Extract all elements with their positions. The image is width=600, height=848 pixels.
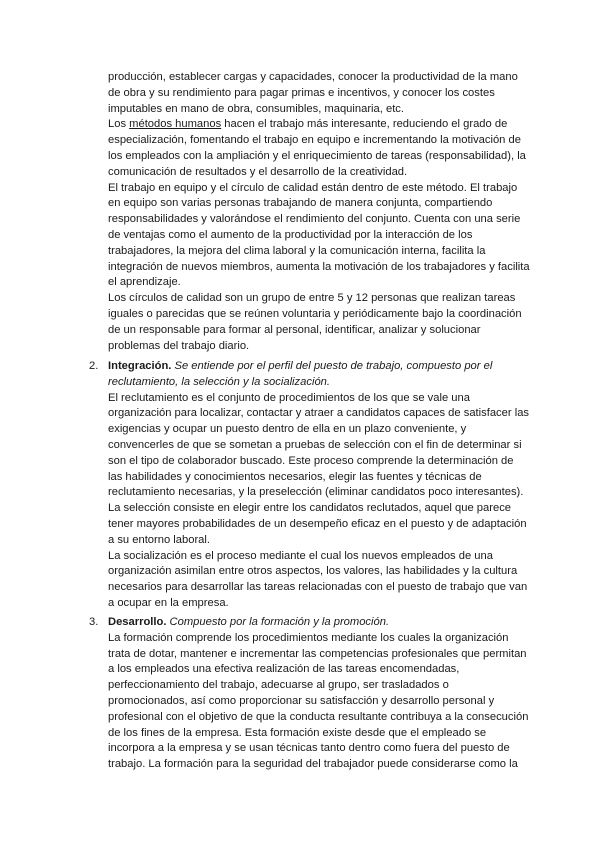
section-title: Desarrollo.: [108, 616, 167, 628]
text-line: La socialización es el proceso mediante el cual los nuevos empleados de una: [108, 549, 493, 562]
text-line: las habilidades y conocimientos necesarios, elegir las fuentes y técnicas de: [108, 470, 482, 483]
text-line: comunicación de resultados y el desarrollo de la creatividad.: [108, 165, 408, 178]
section-body: [108, 359, 538, 612]
text-line: incorpora a la empresa y se usan técnicas tanto dentro como fuera del puesto de: [108, 742, 510, 755]
text-line: promocionados, así como proporcionar su satisfacción y desarrollo personal y: [108, 694, 495, 707]
text-line: organización para localizar, contactar y atraer a candidatos capaces de satisfacer las: [108, 407, 530, 420]
text-line: iguales o parecidas que se reúnen voluntaria y periódicamente bajo la coordinación: [108, 307, 522, 320]
text-line: imputables en mano de obra, consumibles, maquinaria, etc.: [108, 102, 405, 115]
text-line: los empleados con la ampliación y el enriquecimiento de tareas (responsabilidad), la: [108, 149, 526, 162]
text-line: El trabajo en equipo y el círculo de calidad están dentro de este método. El trabajo: [108, 181, 518, 194]
text-line: a ocupar en la empresa.: [108, 596, 229, 609]
text-line-metodos: [108, 117, 538, 133]
text-line: trata de dotar, mantener e incrementar las competencias profesionales que permitan: [108, 647, 527, 660]
text-line: en equipo son varias personas trabajando de manera conjunta, compartiendo: [108, 197, 493, 210]
text-line: reclutamiento necesarias, y la preselección (eliminar candidatos poco interesantes).: [108, 486, 524, 499]
text-line: profesional con el objetivo de que la conducta resultante contribuya a la consecución: [108, 710, 529, 723]
text-line: convencerles de que se sometan a pruebas de selección con el fin de determinar si: [108, 438, 522, 451]
text-line: La selección consiste en elegir entre los candidatos reclutados, aquel que parece: [108, 502, 512, 515]
section-number: 2.: [89, 360, 99, 372]
text-line: responsabilidades y valorándose el rendimiento del conjunto. Cuenta con una serie: [108, 213, 521, 226]
text-line: tener mayores probabilidades de un desempeño eficaz en el puesto y de adaptación: [108, 517, 527, 530]
section-heading-line: [108, 359, 538, 375]
text-line: perfeccionamiento del trabajo, adecuarse al grupo, ser trasladados o: [108, 679, 449, 692]
section-subtitle-line: reclutamiento, la selección y la socialización.: [108, 375, 330, 388]
text-line: problemas del trabajo diario.: [108, 339, 250, 352]
text-line: especialización, fomentando el trabajo en equipo e incrementando la motivación de: [108, 134, 521, 147]
text-line: de los fines de la empresa. Esta formación existe desde que el empleado se: [108, 726, 487, 739]
section-desarrollo: [89, 615, 538, 773]
section-heading-line: [108, 615, 538, 631]
text-line: integración de nuevos miembros, aumenta la motivación de los trabajadores y facilita: [108, 260, 530, 273]
section-subtitle: Compuesto por la formación y la promoción.: [166, 616, 390, 628]
paragraph-productividad: [108, 70, 538, 354]
text-line: trabajo. La formación para la seguridad del trabajador puede considerarse como la: [108, 758, 518, 771]
text-line: son el tipo de colaborador buscado. Este proceso comprende la determinación de: [108, 454, 514, 467]
text-line: organización asimilan entre otros aspectos, los valores, las habilidades y la cultura: [108, 565, 518, 578]
text-span: Los: [108, 118, 130, 131]
text-line: de un responsable para formar al personal, identificar, analizar y solucionar: [108, 323, 481, 336]
metodos-humanos-link[interactable]: métodos humanos: [129, 118, 222, 131]
text-line: a su entorno laboral.: [108, 533, 210, 546]
text-line: exigencias y ocupar un puesto dentro de ella en un plazo conveniente, y: [108, 423, 467, 436]
section-body: [108, 615, 538, 773]
text-span: hacen el trabajo más interesante, reduciendo el grado de: [221, 118, 508, 131]
text-line: necesarios para desarrollar las tareas relacionadas con el puesto de trabajo que van: [108, 581, 528, 594]
text-line: producción, establecer cargas y capacidades, conocer la productividad de la mano: [108, 71, 518, 83]
text-line: El reclutamiento es el conjunto de procedimientos de los que se vale una: [108, 391, 470, 404]
text-line: de ventajas como el aumento de la productividad por la interacción de los: [108, 228, 473, 241]
text-line: el aprendizaje.: [108, 276, 181, 289]
text-line: La formación comprende los procedimientos mediante los cuales la organización: [108, 631, 509, 644]
section-number: 3.: [89, 616, 99, 628]
text-line: trabajadores, la mejora del clima laboral y la comunicación interna, facilita la: [108, 244, 486, 257]
section-subtitle: Se entiende por el perfil del puesto de trabajo, compuesto por el: [171, 360, 493, 372]
text-line: Los círculos de calidad son un grupo de entre 5 y 12 personas que realizan tareas: [108, 292, 516, 305]
section-title: Integración.: [108, 360, 172, 372]
text-line: a los empleados una efectiva realización de las tareas encomendadas,: [108, 663, 460, 676]
text-line: de obra y su rendimiento para pagar primas e incentivos, y conocer los costes: [108, 86, 495, 99]
section-integracion: [89, 359, 538, 612]
